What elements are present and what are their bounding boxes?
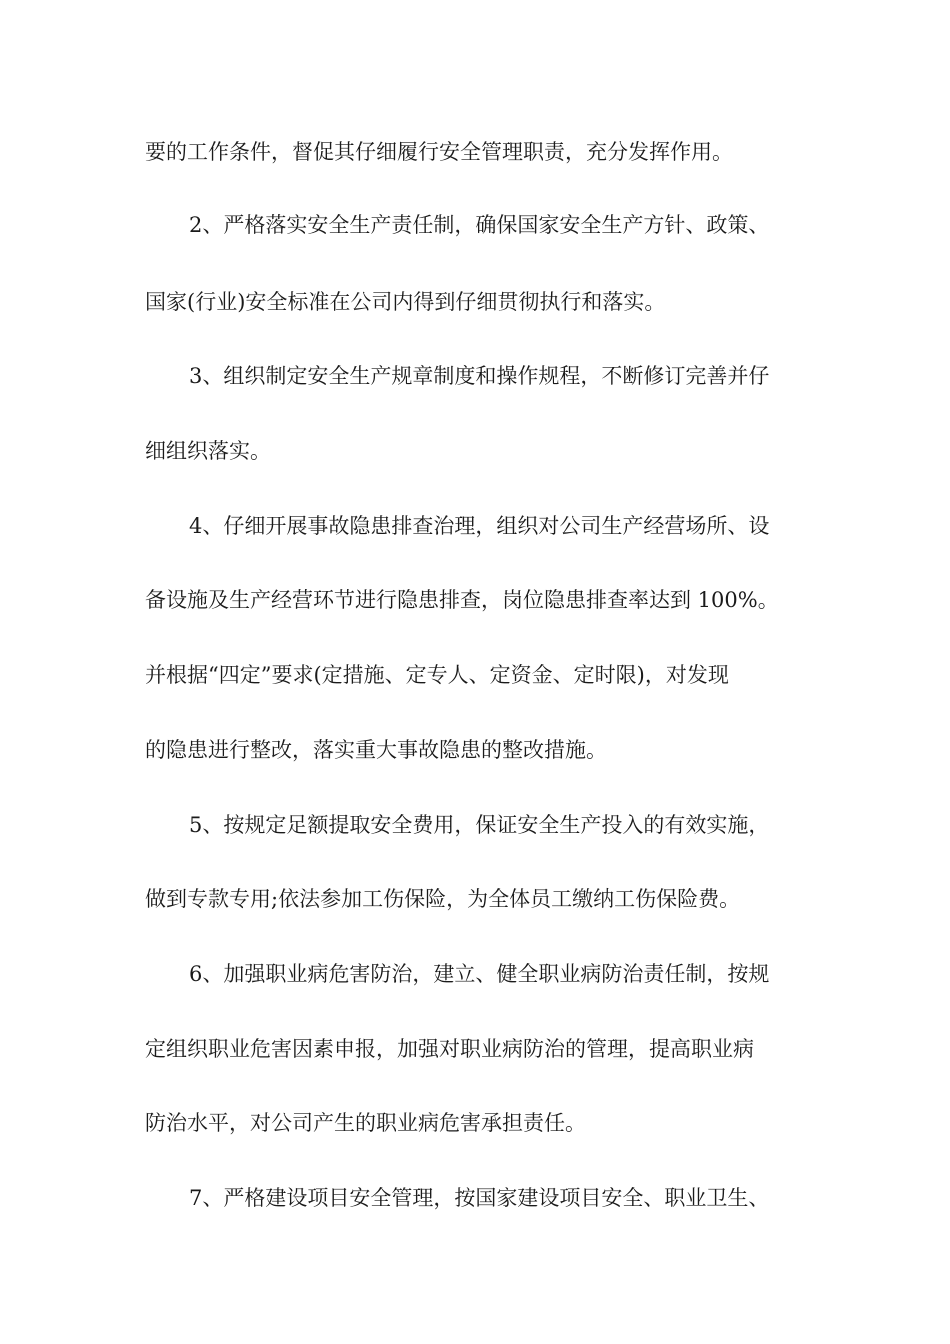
paragraph-3-line-1: 3、组织制定安全生产规章制度和操作规程，不断修订完善并仔 bbox=[189, 364, 770, 388]
paragraph-4-line-2: 备设施及生产经营环节进行隐患排查，岗位隐患排查率达到 100%。 bbox=[145, 588, 779, 612]
paragraph-3-line-2: 细组织落实。 bbox=[145, 439, 271, 463]
paragraph-5-line-1: 5、按规定足额提取安全费用，保证安全生产投入的有效实施， bbox=[189, 813, 770, 837]
paragraph-4-line-1: 4、仔细开展事故隐患排查治理，组织对公司生产经营场所、设 bbox=[189, 514, 770, 538]
paragraph-5-line-2: 做到专款专用;依法参加工伤保险，为全体员工缴纳工伤保险费。 bbox=[145, 887, 741, 911]
paragraph-6-line-3: 防治水平，对公司产生的职业病危害承担责任。 bbox=[145, 1111, 586, 1135]
paragraph-2-line-2: 国家(行业)安全标准在公司内得到仔细贯彻执行和落实。 bbox=[145, 290, 666, 314]
paragraph-6-line-2: 定组织职业危害因素申报，加强对职业病防治的管理，提高职业病 bbox=[145, 1037, 754, 1061]
paragraph-1-continuation: 要的工作条件，督促其仔细履行安全管理职责，充分发挥作用。 bbox=[145, 140, 733, 164]
paragraph-4-line-4: 的隐患进行整改，落实重大事故隐患的整改措施。 bbox=[145, 738, 607, 762]
paragraph-4-line-3: 并根据“四定”要求(定措施、定专人、定资金、定时限)，对发现 bbox=[145, 663, 729, 687]
paragraph-6-line-1: 6、加强职业病危害防治，建立、健全职业病防治责任制，按规 bbox=[189, 962, 770, 986]
paragraph-7-line-1: 7、严格建设项目安全管理，按国家建设项目安全、职业卫生、 bbox=[189, 1186, 770, 1210]
paragraph-2-line-1: 2、严格落实安全生产责任制，确保国家安全生产方针、政策、 bbox=[189, 213, 770, 237]
